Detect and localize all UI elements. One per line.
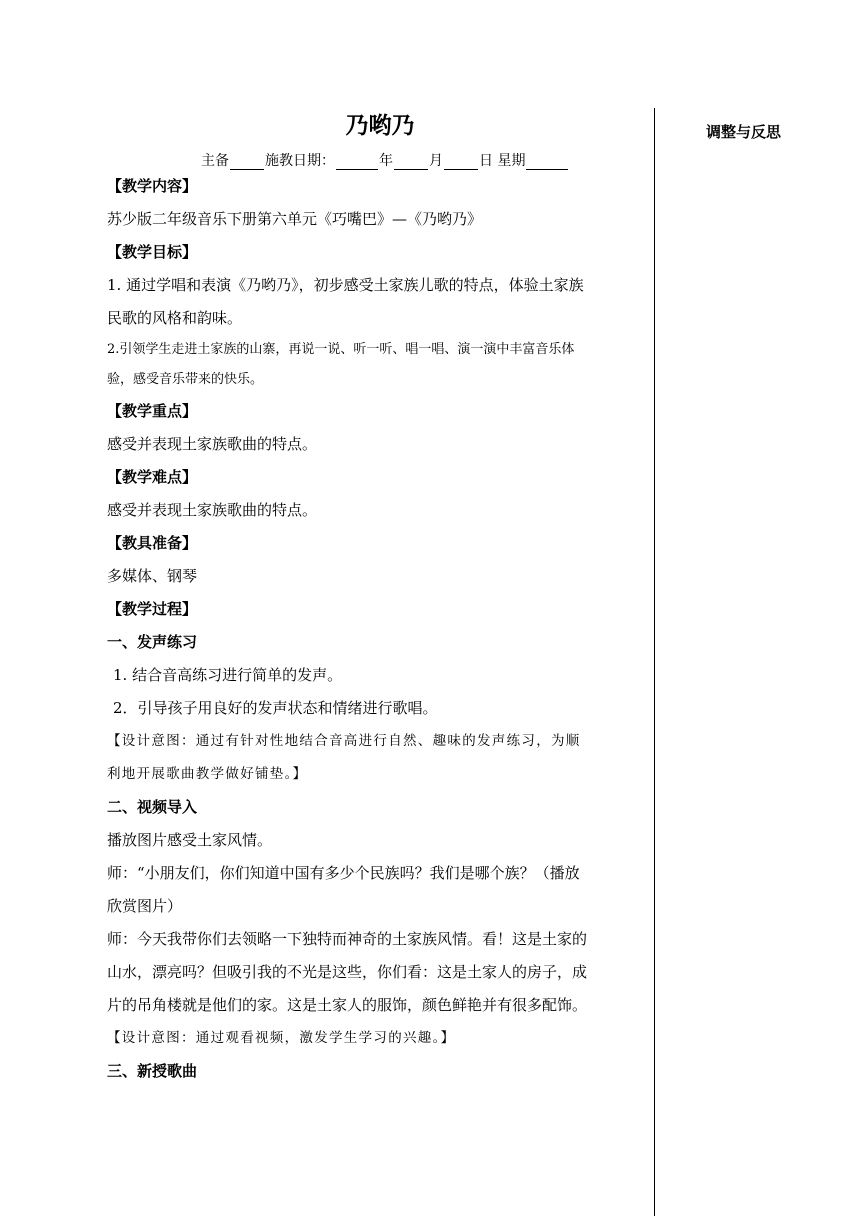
- paragraph-line: 片的吊角楼就是他们的家。这是土家人的服饰，颜色鲜艳并有很多配饰。: [107, 996, 588, 1014]
- paragraph-line: 1. 通过学唱和表演《乃哟乃》，初步感受土家族儿歌的特点，体验土家族: [107, 276, 584, 294]
- paragraph-line: 师：“小朋友们，你们知道中国有多少个民族吗？我们是哪个族？（播放: [107, 864, 580, 882]
- paragraph-line: 1. 结合音高练习进行简单的发声。: [113, 666, 343, 684]
- month-label: 月: [429, 153, 443, 169]
- side-column-heading: 调整与反思: [706, 123, 782, 141]
- weekday-label: 星期: [497, 153, 526, 169]
- section-heading: 【教学难点】: [107, 468, 198, 486]
- prepare-blank: [230, 154, 264, 170]
- section-heading: 【教具准备】: [107, 534, 198, 552]
- paragraph-line: 【设计意图：通过观看视频，激发学生学习的兴趣。】: [107, 1030, 456, 1046]
- year-label: 年: [379, 153, 393, 169]
- paragraph-line: 感受并表现土家族歌曲的特点。: [107, 501, 318, 519]
- paragraph-line: 苏少版二年级音乐下册第六单元《巧嘴巴》—《乃哟乃》: [107, 210, 483, 228]
- date-label: 施教日期：: [265, 153, 335, 169]
- document-body: [107, 170, 656, 1088]
- paragraph-line: 感受并表现土家族歌曲的特点。: [107, 435, 318, 453]
- prepare-label: 主备: [201, 153, 229, 169]
- paragraph-line: 播放图片感受土家风情。: [107, 831, 273, 849]
- section-heading: 【教学过程】: [107, 600, 198, 618]
- section-heading: 一、发声练习: [107, 633, 198, 651]
- paragraph-line: 山水，漂亮吗？但吸引我的不光是这些，你们看：这是土家人的房子，成: [107, 963, 588, 981]
- paragraph-line: 民歌的风格和韵味。: [107, 309, 243, 327]
- paragraph-line: 【设计意图：通过有针对性地结合音高进行自然、趣味的发声练习，为顺: [107, 733, 581, 749]
- section-heading: 【教学重点】: [107, 402, 198, 420]
- paragraph-line: 2.引领学生走进土家族的山寨，再说一说、听一听、唱一唱、演一演中丰富音乐体: [107, 342, 575, 357]
- section-heading: 【教学目标】: [107, 243, 198, 261]
- paragraph-line: 验，感受音乐带来的快乐。: [107, 372, 264, 387]
- paragraph-line: 2．引导孩子用良好的发声状态和情绪进行歌唱。: [113, 699, 438, 717]
- year-blank: [336, 154, 378, 170]
- section-heading: 三、新授歌曲: [107, 1062, 198, 1080]
- paragraph-line: 利地开展歌曲教学做好铺垫。】: [107, 766, 308, 782]
- section-heading: 【教学内容】: [107, 177, 198, 195]
- day-label: 日: [479, 153, 493, 169]
- weekday-blank: [526, 154, 568, 170]
- paragraph-line: 师：今天我带你们去领略一下独特而神奇的土家族风情。看！这是土家的: [107, 930, 588, 948]
- day-blank: [444, 154, 478, 170]
- paragraph-line: 欣赏图片）: [107, 897, 183, 915]
- month-blank: [394, 154, 428, 170]
- paragraph-line: 多媒体、钢琴: [107, 567, 198, 585]
- meta-line: [201, 150, 569, 170]
- page-title: 乃哟乃: [345, 113, 415, 139]
- section-heading: 二、视频导入: [107, 798, 198, 816]
